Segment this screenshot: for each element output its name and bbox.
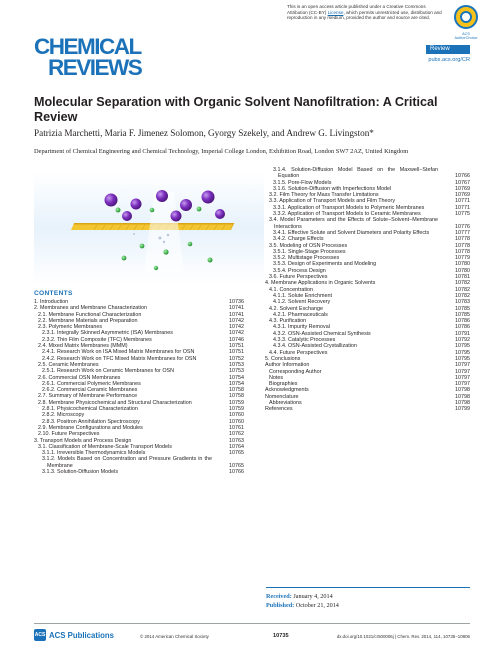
toc-entry-title: 1. Introduction bbox=[34, 299, 69, 305]
toc-entry-page: 10799 bbox=[455, 406, 470, 413]
journal-url-link[interactable]: pubs.acs.org/CR bbox=[428, 57, 470, 63]
license-notice bbox=[287, 4, 447, 21]
toc-entry-page: 10782 bbox=[455, 292, 470, 299]
toc-entry-title: 3.1.1. Irreversible Thermodynamics Models bbox=[42, 450, 146, 457]
toc-entry-page: 10754 bbox=[229, 374, 244, 381]
toc-entry-title: 3.1.3. Solution-Diffusion Models bbox=[42, 469, 119, 476]
doi-citation[interactable]: dx.doi.org/10.1021/cr500006j | Chem. Rev. 2014, 114, 10735−10806 bbox=[336, 634, 470, 639]
toc-entry-page: 10742 bbox=[229, 317, 244, 324]
license-link[interactable]: License bbox=[327, 9, 344, 15]
received-date-row bbox=[266, 592, 470, 601]
toc-entry-page: 10798 bbox=[455, 393, 470, 400]
toc-entry-title: 2.8.3. Positron Annihilation Spectroscopy bbox=[42, 418, 140, 425]
toc-entry-title: 4.1.1. Solute Enrichment bbox=[273, 292, 333, 299]
toc-entry-title: 3.3. Application of Transport Models and Film Theory bbox=[269, 198, 396, 205]
toc-entry-page: 10777 bbox=[455, 229, 470, 236]
toc-entry-title: Notes bbox=[269, 374, 284, 381]
toc-entry-page: 10775 bbox=[455, 211, 470, 218]
toc-entry-title: 2.3. Polymeric Membranes bbox=[38, 324, 103, 331]
toc-entry-page: 10762 bbox=[229, 431, 244, 438]
toc-entry-page: 10795 bbox=[455, 349, 470, 356]
toc-entry-page: 10778 bbox=[455, 242, 470, 249]
toc-entry-page: 10795 bbox=[455, 355, 470, 362]
toc-entry-page: 10741 bbox=[229, 311, 244, 318]
toc-entry-page: 10780 bbox=[455, 261, 470, 268]
publisher-name: ACS Publications bbox=[49, 630, 114, 640]
toc-entry-title: 3.6. Future Perspectives bbox=[269, 274, 328, 281]
toc-entry-title: Acknowledgments bbox=[265, 387, 309, 394]
published-label: Published: bbox=[266, 602, 295, 609]
toc-entry-title: 2.9. Membrane Configurations and Modules bbox=[38, 424, 143, 431]
article-dates bbox=[266, 587, 470, 610]
toc-entry-title: 3.1.2. Models Based on Concentration and Pressure Gradients in the Membrane bbox=[42, 456, 212, 469]
toc-entry-page: 10758 bbox=[229, 387, 244, 394]
toc-entry-title: References bbox=[265, 406, 293, 413]
toc-entry-title: 2.5.1. Research Work on Ceramic Membranes for OSN bbox=[42, 368, 175, 375]
toc-entry-title: 2.8.2. Microscopy bbox=[42, 412, 85, 419]
toc-entry-title: 2. Membranes and Membrane Characterization bbox=[34, 305, 147, 312]
toc-entry-page: 10797 bbox=[455, 362, 470, 369]
toc-entry-title: 2.8.1. Physicochemical Characterization bbox=[42, 406, 138, 413]
toc-entry-title: 5. Conclusions bbox=[265, 355, 301, 362]
toc-entry-page: 10760 bbox=[229, 418, 244, 425]
toc-entry-page: 10798 bbox=[455, 387, 470, 394]
article-title: Molecular Separation with Organic Solvent Nanofiltration: A Critical Review bbox=[34, 95, 438, 124]
toc-entry-page: 10767 bbox=[455, 179, 470, 186]
toc-entry-page: 10751 bbox=[229, 343, 244, 350]
toc-entry[interactable] bbox=[34, 456, 244, 469]
license-text-2: , which permits unrestricted use, distribution and reproduction in any medium, bbox=[287, 9, 442, 21]
contents-heading: CONTENTS bbox=[34, 290, 73, 297]
toc-entry-page: 10769 bbox=[455, 185, 470, 192]
toc-entry-page: 10741 bbox=[229, 305, 244, 312]
toc-entry[interactable] bbox=[265, 167, 470, 180]
toc-entry-page: 10786 bbox=[455, 318, 470, 325]
license-text-1: This is an open access article published under a Creative Commons Attribution (CC-BY) bbox=[287, 4, 426, 15]
toc-entry-page: 10785 bbox=[455, 305, 470, 312]
author-affiliation: Department of Chemical Engineering and Chemical Technology, Imperial College London, Exhibition Road, London SW7 2AZ, United Kingdom bbox=[34, 148, 409, 155]
license-text-3: provided the author and source are cited. bbox=[346, 15, 431, 21]
toc-entry-title: Author Information bbox=[265, 362, 310, 369]
toc-entry-page: 10797 bbox=[455, 381, 470, 388]
toc-entry-title: 2.8. Membrane Physicochemical and Structural Characterization bbox=[38, 399, 192, 406]
toc-right-column bbox=[265, 167, 470, 413]
toc-entry-page: 10761 bbox=[229, 424, 244, 431]
toc-entry-page: 10753 bbox=[229, 368, 244, 375]
toc-entry-title: 3.4.2. Charge Effects bbox=[273, 236, 324, 243]
toc-entry-title: 2.3.1. Integrally Skinned Asymmetric (ISA) Membranes bbox=[42, 330, 173, 337]
toc-entry-page: 10791 bbox=[455, 330, 470, 337]
toc-entry-title: 2.4. Mixed Matrix Membranes (MMM) bbox=[38, 343, 128, 350]
toc-graphic bbox=[34, 172, 264, 284]
toc-entry-title: 3.2. Film Theory for Mass Transfer Limitations bbox=[269, 192, 379, 199]
toc-entry-page: 10754 bbox=[229, 380, 244, 387]
toc-entry-title: 2.3.2. Thin Film Composite (TFC) Membranes bbox=[42, 336, 152, 343]
toc-entry-title: 3.5.2. Multistage Processes bbox=[273, 255, 340, 262]
toc-entry-title: 2.6. Commercial OSN Membranes bbox=[38, 374, 121, 381]
publisher-logo[interactable] bbox=[34, 629, 114, 641]
toc-entry-title: 3.4.1. Effective Solute and Solvent Diameters and Polarity Effects bbox=[273, 229, 430, 236]
toc-entry-page: 10769 bbox=[455, 192, 470, 199]
toc-entry-page: 10766 bbox=[229, 469, 244, 476]
toc-entry-title: 2.6.1. Commercial Polymeric Membranes bbox=[42, 380, 141, 387]
toc-entry-page: 10746 bbox=[229, 336, 244, 343]
toc-entry-page: 10759 bbox=[229, 399, 244, 406]
toc-entry-page: 10758 bbox=[229, 393, 244, 400]
toc-entry-page: 10782 bbox=[455, 280, 470, 287]
toc-entry-page: 10785 bbox=[455, 311, 470, 318]
toc-entry-title: 3.5. Modeling of OSN Processes bbox=[269, 242, 348, 249]
received-value: January 4, 2014 bbox=[293, 593, 333, 600]
toc-entry-page: 10742 bbox=[229, 330, 244, 337]
open-access-badge-label: ACS AuthorChoice bbox=[454, 32, 478, 40]
toc-entry-title: 4. Membrane Applications in Organic Solvents bbox=[265, 280, 376, 287]
toc-entry-title: 3. Transport Models and Process Design bbox=[34, 437, 132, 444]
toc-entry-page: 10781 bbox=[455, 274, 470, 281]
journal-logo-line1: CHEMICAL bbox=[34, 34, 141, 59]
toc-entry-page: 10798 bbox=[455, 399, 470, 406]
toc-entry-page: 10771 bbox=[455, 198, 470, 205]
toc-entry-page: 10764 bbox=[229, 443, 244, 450]
toc-entry-page: 10792 bbox=[455, 337, 470, 344]
toc-entry-title: 3.1.5. Pore-Flow Models bbox=[273, 179, 332, 186]
toc-entry-page: 10786 bbox=[455, 324, 470, 331]
toc-entry-title: 3.3.2. Application of Transport Models to Ceramic Membranes bbox=[273, 211, 421, 218]
received-label: Received: bbox=[266, 593, 292, 600]
toc-entry[interactable] bbox=[265, 406, 470, 412]
toc-entry[interactable] bbox=[265, 217, 470, 230]
toc-entry-page: 10782 bbox=[455, 286, 470, 293]
toc-entry-title: 2.4.2. Research Work on TFC Mixed Matrix Membranes for OSN bbox=[42, 355, 197, 362]
article-authors: Patrizia Marchetti, Maria F. Jimenez Solomon, Gyorgy Szekely, and Andrew G. Livingston* bbox=[34, 128, 374, 138]
toc-entry-title: 4.3.4. OSN-Assisted Crystallization bbox=[273, 343, 357, 350]
toc-entry-page: 10760 bbox=[229, 412, 244, 419]
toc-entry-page: 10783 bbox=[455, 299, 470, 306]
toc-entry-title: 4.3. Purification bbox=[269, 318, 307, 325]
toc-entry-title: 3.5.3. Design of Experiments and Modeling bbox=[273, 261, 377, 268]
toc-entry-title: 3.5.1. Single-Stage Processes bbox=[273, 248, 346, 255]
toc-entry-title: 3.1. Classification of Membrane-Scale Transport Models bbox=[38, 443, 172, 450]
toc-entry-page: 10736 bbox=[229, 299, 244, 305]
toc-entry-page: 10765 bbox=[229, 462, 244, 469]
toc-entry-title: 4.2. Solvent Exchange bbox=[269, 305, 323, 312]
published-date-row bbox=[266, 601, 470, 610]
toc-entry-title: 2.6.2. Commercial Ceramic Membranes bbox=[42, 387, 138, 394]
toc-entry-title: 4.3.1. Impurity Removal bbox=[273, 324, 330, 331]
copyright-notice: © 2014 American Chemical Society bbox=[140, 634, 209, 639]
toc-entry-page: 10778 bbox=[455, 236, 470, 243]
toc-entry-page: 10751 bbox=[229, 349, 244, 356]
toc-entry-title: 4.3.2. OSN-Assisted Chemical Synthesis bbox=[273, 330, 371, 337]
toc-entry-page: 10779 bbox=[455, 255, 470, 262]
toc-entry-page: 10776 bbox=[455, 223, 470, 230]
toc-entry-title: 3.3.1. Application of Transport Models to Polymeric Membranes bbox=[273, 204, 425, 211]
toc-entry-title: 3.4. Model Parameters and the Effects of Solute−Solvent−Membrane Interactions bbox=[269, 217, 438, 230]
toc-entry-page: 10742 bbox=[229, 324, 244, 331]
toc-entry-title: 3.1.6. Solution-Diffusion with Imperfections Model bbox=[273, 185, 392, 192]
toc-entry-page: 10766 bbox=[455, 173, 470, 180]
toc-entry-title: 2.1. Membrane Functional Characterization bbox=[38, 311, 142, 318]
toc-entry-title: 4.1. Concentration bbox=[269, 286, 314, 293]
toc-entry-title: 4.1.2. Solvent Recovery bbox=[273, 299, 331, 306]
toc-entry-title: 2.4.1. Research Work on ISA Mixed Matrix Membranes for OSN bbox=[42, 349, 195, 356]
toc-entry-page: 10771 bbox=[455, 204, 470, 211]
toc-entry-page: 10780 bbox=[455, 267, 470, 274]
toc-entry-page: 10753 bbox=[229, 361, 244, 368]
toc-entry-title: 2.2. Membrane Materials and Preparation bbox=[38, 317, 138, 324]
toc-entry-title: 4.2.1. Pharmaceuticals bbox=[273, 311, 328, 318]
toc-entry-page: 10795 bbox=[455, 343, 470, 350]
toc-entry-title: 2.7. Summary of Membrane Performance bbox=[38, 393, 138, 400]
journal-logo-line2: REVIEWS bbox=[48, 55, 142, 80]
footer-divider bbox=[34, 623, 470, 624]
toc-entry-title: 2.10. Future Perspectives bbox=[38, 431, 100, 438]
published-value: October 21, 2014 bbox=[295, 602, 339, 609]
toc-entry-page: 10759 bbox=[229, 406, 244, 413]
acs-logo-icon: ACS bbox=[34, 629, 46, 641]
open-access-badge-icon bbox=[454, 5, 478, 29]
toc-entry[interactable] bbox=[34, 469, 244, 475]
toc-entry-page: 10752 bbox=[229, 355, 244, 362]
toc-entry-page: 10797 bbox=[455, 374, 470, 381]
toc-entry-page: 10763 bbox=[229, 437, 244, 444]
toc-entry-page: 10778 bbox=[455, 248, 470, 255]
toc-entry-page: 10765 bbox=[229, 450, 244, 457]
journal-logo bbox=[34, 36, 184, 78]
toc-entry-title: Nomenclature bbox=[265, 393, 299, 400]
toc-entry-title: 4.4. Future Perspectives bbox=[269, 349, 328, 356]
toc-entry-title: 4.3.3. Catalytic Processes bbox=[273, 337, 336, 344]
toc-entry-title: Corresponding Author bbox=[269, 368, 322, 375]
toc-entry-page: 10797 bbox=[455, 368, 470, 375]
toc-entry-title: 3.5.4. Process Design bbox=[273, 267, 326, 274]
toc-entry-title: Biographies bbox=[269, 381, 298, 388]
toc-entry-title: 2.5. Ceramic Membranes bbox=[38, 361, 99, 368]
toc-entry-title: Abbreviations bbox=[269, 399, 302, 406]
article-type-tag: Review bbox=[426, 45, 470, 54]
toc-left-column bbox=[34, 299, 244, 475]
toc-entry-title: 3.1.4. Solution-Diffusion Model Based on the Maxwell−Stefan Equation bbox=[273, 167, 438, 180]
page-number: 10735 bbox=[273, 633, 289, 639]
